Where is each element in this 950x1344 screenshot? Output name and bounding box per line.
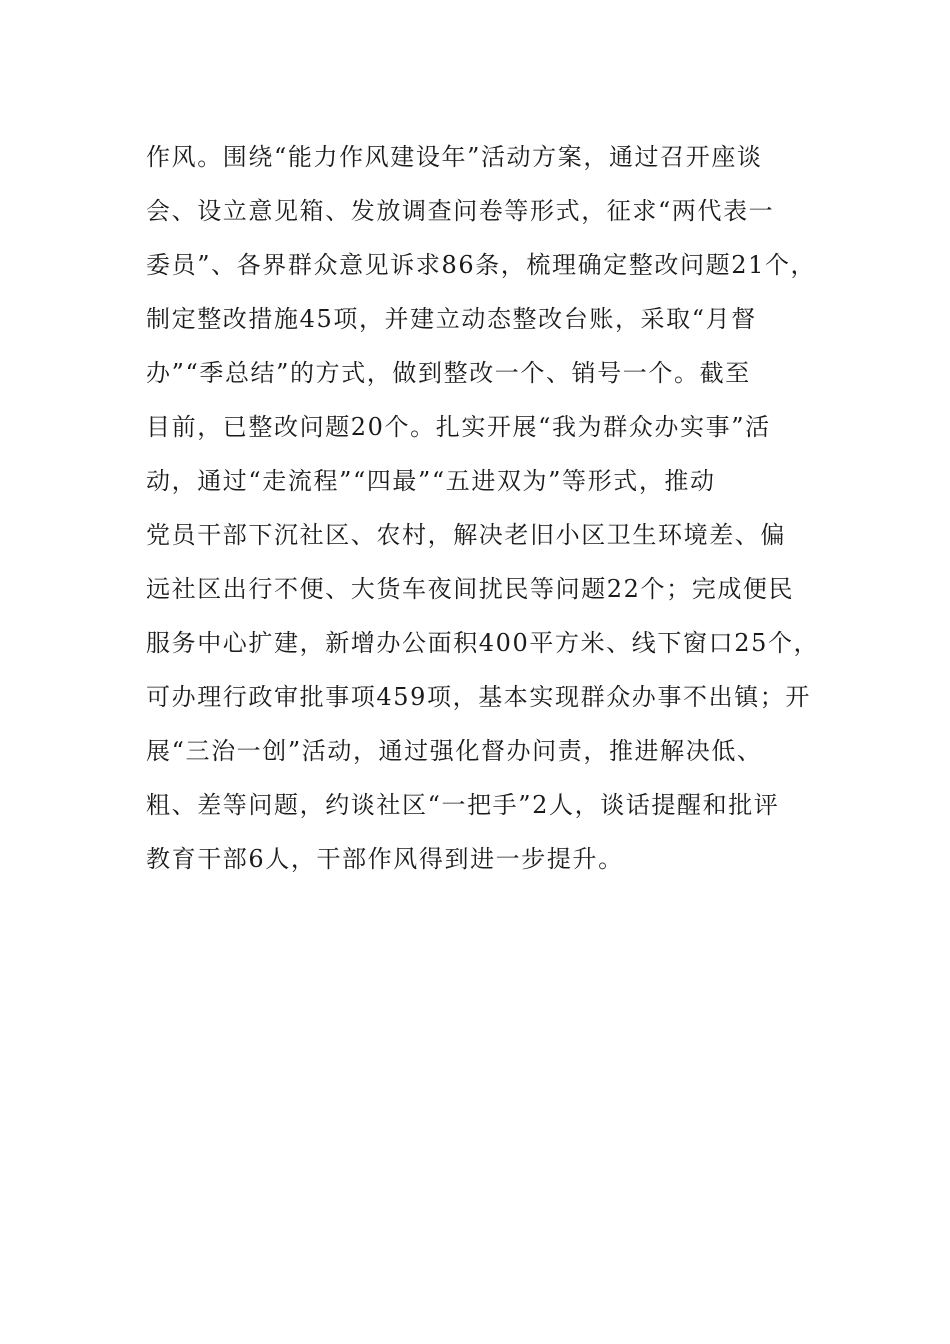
text-line: 服务中心扩建，新增办公面积400平方米、线下窗口25个，: [146, 629, 820, 657]
text-line: 展“三治一创”活动，通过强化督办问责，推进解决低、: [146, 737, 763, 765]
text-line: 动，通过“走流程”“四最”“五进双为”等形式，推动: [146, 467, 716, 495]
text-line: 教育干部6人，干部作风得到进一步提升。: [146, 845, 624, 873]
text-line: 目前，已整改问题20个。扎实开展“我为群众办实事”活: [146, 413, 771, 441]
text-line: 作风。围绕“能力作风建设年”活动方案，通过召开座谈: [146, 143, 763, 171]
text-line: 远社区出行不便、大货车夜间扰民等问题22个；完成便民: [146, 575, 795, 603]
text-line: 可办理行政审批事项459项，基本实现群众办事不出镇；开: [146, 683, 812, 711]
text-line: 粗、差等问题，约谈社区“一把手”2人，谈话提醒和批评: [146, 791, 780, 819]
text-line: 党员干部下沉社区、农村，解决老旧小区卫生环境差、偏: [146, 521, 786, 549]
text-line: 委员”、各界群众意见诉求86条，梳理确定整改问题21个，: [146, 251, 817, 279]
body-paragraph: [146, 130, 826, 886]
text-line: 会、设立意见箱、发放调查问卷等形式，征求“两代表一: [146, 197, 775, 225]
text-line: 办”“季总结”的方式，做到整改一个、销号一个。截至: [146, 359, 751, 387]
text-line: 制定整改措施45项，并建立动态整改台账，采取“月督: [146, 305, 757, 333]
